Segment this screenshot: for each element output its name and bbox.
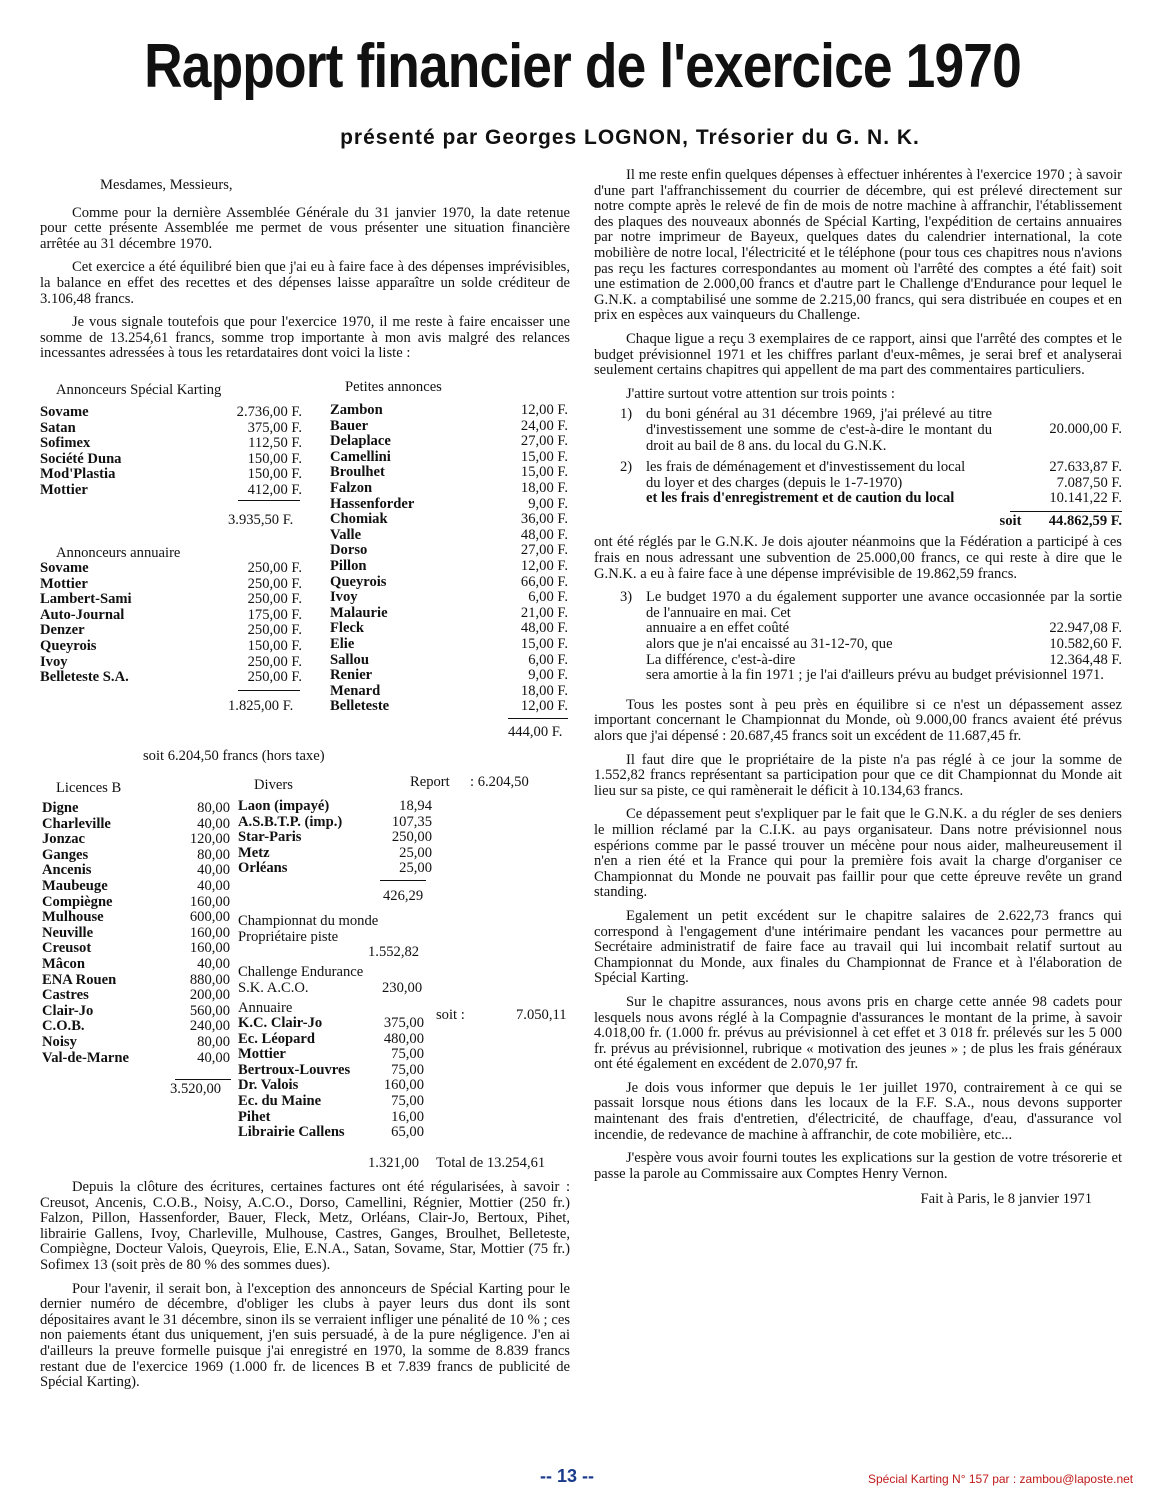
point-3 [594,590,1122,684]
row-name: Camellini [330,448,391,465]
row-value: 107,35 [391,813,432,830]
row-name: Sofimex [40,435,91,452]
row-value: 250,00 F. [247,591,302,608]
row-name: Ivoy [330,589,358,606]
row-value: 175,00 F. [247,606,302,623]
row-name: Sallou [330,651,369,668]
annonceurs-annuaire-table [40,561,302,686]
row-name: Ec. Léopard [238,1030,316,1047]
left-intro [40,178,570,370]
table-row [42,1004,230,1020]
paragraph: ont été réglés par le G.N.K. Je dois ajouter néanmoins que la Fédération a participé à ces frais en nous adressant une subvention de 25.000,00 francs, ce qui reste à dire que le G.N.K. a eu à faire face à une dépense imprévisible de 19.862,59 francs. [594,534,1122,582]
row-name: Mulhouse [42,909,104,926]
row-value: 75,00 [391,1092,424,1109]
table-row [330,465,568,481]
table-row [238,1047,424,1063]
row-value: 250,00 F. [247,653,302,670]
row-name: Clair-Jo [42,1002,94,1019]
point-text: les frais de déménagement et d'investissement du local [646,459,966,476]
row-name: Orléans [238,860,288,877]
table-row [238,1032,424,1048]
row-value: 80,00 [197,800,230,816]
row-name: Fleck [330,620,365,637]
table-row [330,528,568,544]
row-name: K.C. Clair-Jo [238,1015,323,1031]
table-row [42,926,230,942]
table-row [330,575,568,591]
row-value: 150,00 F. [247,466,302,483]
divider [238,500,300,501]
table-row [40,639,302,655]
row-name: Queyrois [40,637,97,654]
table-row [40,623,302,639]
point-number: 1) [620,406,633,423]
row-value: 15,00 F. [520,464,568,481]
row-value: 600,00 [189,909,230,926]
row-name: Maubeuge [42,877,108,894]
row-value: 2.736,00 F. [236,404,302,420]
point-text: Le budget 1970 a du également supporter une avance occasionnée par la sortie de l'annuaire en mai. Cet [646,589,1122,621]
row-name: Société Duna [40,450,122,467]
table-row [40,483,302,499]
row-name: Zambon [330,402,383,418]
proprietaire-label: Propriétaire piste [238,929,339,945]
row-name: Sovame [40,404,89,420]
sk-value: 230,00 [382,980,423,996]
row-name: Broulhet [330,464,385,481]
petites-annonces-heading: Petites annonces [345,379,442,395]
paragraph: Tous les postes sont à peu près en équilibre si ce n'est un dépassement assez important concernant le Championnat du Monde, où 9.000,00 francs avaient été prévus alors que j'ai dépensé : 20.687,45 francs soit un excédent de 11.687,45 fr. [594,696,1122,744]
table-row [238,846,432,862]
table-row [40,561,302,577]
table-row [238,1063,424,1079]
row-name: Noisy [42,1033,77,1050]
row-value: 27,00 F. [520,542,568,559]
annonceurs-annuaire-total: 1.825,00 F. [228,698,294,714]
table-row [42,1051,230,1067]
proprietaire-value: 1.552,82 [368,944,420,960]
page-title: Rapport financier de l'exercice 1970 [144,32,1021,101]
table-row [42,1019,230,1035]
divers-table [238,799,432,877]
table-row [42,817,230,833]
row-name: Librairie Callens [238,1124,345,1141]
row-value: 160,00 [189,893,230,910]
point-text: annuaire a en effet coûté [646,620,790,637]
row-name: Hassenforder [330,495,415,512]
point-text: La différence, c'est-à-dire [646,651,796,668]
row-value: 18,00 F. [520,479,568,496]
paragraph: Egalement un petit excédent sur le chapitre salaires de 2.622,73 francs qui correspond à l'engagement d'une intérimaire pendant les vacances pour permettre au Secrétaire administratif de faire face au travail qui lui incombait relatif surtout au Championnat du Monde, aux finales du Championnat de France et à l'élaboration de Spécial Karting. [594,907,1122,987]
annonceurs-sk-heading: Annonceurs Spécial Karting [56,382,222,398]
table-row [330,559,568,575]
row-value: 40,00 [197,877,230,894]
row-name: Ancenis [42,862,92,879]
row-value: 240,00 [189,1018,230,1035]
row-name: Belleteste [330,698,390,715]
table-row [40,452,302,468]
point-2 [594,460,1122,507]
row-value: 150,00 F. [247,637,302,654]
divers-subtotal: 426,29 [383,888,424,904]
row-name: Lambert-Sami [40,591,132,608]
row-value: 18,94 [399,798,432,814]
row-value: 160,00 [189,940,230,957]
table-row [42,1035,230,1051]
table-row [40,436,302,452]
row-value: 21,00 F. [520,604,568,621]
table-row [330,450,568,466]
paragraph: Chaque ligue a reçu 3 exemplaires de ce rapport, ainsi que l'arrêté des comptes et le budget prévisionnel 1971 et les chiffres parlant d'eux-mêmes, je serai bref et analyserai seulement certains chapitres qui appellent de ma part des commentaires particuliers. [594,330,1122,379]
row-value: 250,00 F. [247,560,302,576]
row-value: 150,00 F. [247,450,302,467]
table-row [40,405,302,421]
table-row [42,910,230,926]
row-value: 15,00 F. [520,635,568,652]
row-name: Mottier [40,481,88,498]
row-value: 9,00 F. [528,667,568,684]
row-value: 25,00 [399,860,432,877]
row-value: 160,00 [189,924,230,941]
table-row [330,606,568,622]
annuaire-label: Annuaire [238,1000,293,1016]
divider [238,690,300,691]
row-value: 25,00 [399,844,432,861]
table-row [330,668,568,684]
row-name: Denzer [40,622,85,639]
row-value: 80,00 [197,846,230,863]
table-row [42,848,230,864]
table-row [238,861,432,877]
row-value: 48,00 F. [520,526,568,543]
row-value: 6,00 F. [528,651,568,668]
row-value: 9,00 F. [528,495,568,512]
table-row [40,421,302,437]
soit-line: soit 6.204,50 francs (hors taxe) [143,748,325,764]
point-value: 7.087,50 F. [1056,474,1122,491]
row-name: Val-de-Marne [42,1049,130,1066]
point-text: et les frais d'enregistrement et de caution du local [646,490,955,507]
page-number: -- 13 -- [540,1466,594,1486]
paragraph: Pour l'avenir, il serait bon, à l'exception des annonceurs de Spécial Karting pour le dernier numéro de décembre, d'obliger les clubs à payer leurs dus dont ils sont dépositaires avant le 31 décembre, sinon ils se verraient infliger une pénalité de 10 % ; ces non paiements étant dus uniquement, j'en suis persuadé, à de la pure négligence. J'en ai d'ailleurs la preuve formelle puisque j'ai enregistré en 1970, la somme de 8.839 francs restant due de l'exercice 1969 (1.000 fr. de licences B et 7.839 francs de publicité de Spécial Karting). [40,1280,570,1391]
row-name: ENA Rouen [42,971,117,988]
table-row [238,1125,424,1141]
divider [380,880,426,881]
table-row [42,801,230,817]
row-name: Pillon [330,557,367,574]
paragraph: Je dois vous informer que depuis le 1er juillet 1970, contrairement à ce qui se passait lorsque nous étions dans les locaux de la F.F. S.A., nous devons supporter maintenant des frais d'entretien, d'électricité, de chauffage, d'eau, d'assurance vol incendie, de redevance de machine à affranchir, de cote mobilière, etc... [594,1079,1122,1143]
table-row [330,512,568,528]
point-text: du loyer et des charges (depuis le 1-7-1970) [646,474,903,491]
row-name: Ec. du Maine [238,1092,322,1109]
row-value: 112,50 F. [248,435,302,452]
row-value: 12,00 F. [520,402,568,418]
table-row [42,941,230,957]
row-name: Castres [42,987,89,1004]
paragraph: Cet exercice a été équilibré bien que j'ai eu à faire face à des dépenses imprévisibles, la balance en effet des recettes et des dépenses laisse apparaître un solde créditeur de 3.106,48 francs. [40,259,570,307]
table-row [330,699,568,715]
divider [508,718,568,719]
paragraph: Depuis la clôture des écritures, certaines factures ont été régularisées, à savoir : Creusot, Ancenis, C.O.B., Noisy, A.C.O., Dorso, Camellini, Régnier, Mottier (250 fr.) Falzon, Pillon, Hassenforder, Bauer, Fleck, Metz, Orléans, Clair-Jo, Bertoux, Pihet, librairie Gallens, Ivoy, Charleville, Mulhouse, Castres, Ganges, Broulhet, Belleteste, Compiègne, Docteur Valois, Queyrois, Elie, E.N.A., Satan, Sovame, Star, Mottier (75 fr.) Sofimex 13 (soit près de 80 % des sommes dues). [40,1179,570,1273]
row-value: 560,00 [189,1002,230,1019]
left-outro [40,1180,570,1399]
table-row [40,608,302,624]
row-name: Laon (impayé) [238,798,330,814]
row-name: Elie [330,635,355,652]
row-name: Ganges [42,846,89,863]
row-name: Bauer [330,417,369,434]
annonceurs-sk-total: 3.935,50 F. [228,512,294,528]
row-name: Falzon [330,479,373,496]
footer-note: Spécial Karting N° 157 par : zambou@laposte.net [868,1472,1134,1486]
row-name: Mottier [40,575,88,592]
annonceurs-annuaire-heading: Annonceurs annuaire [56,545,181,561]
row-value: 24,00 F. [520,417,568,434]
petites-annonces-total: 444,00 F. [508,724,563,740]
row-value: 12,00 F. [520,698,568,715]
table-row [40,577,302,593]
row-value: 412,00 F. [247,481,302,498]
table-row [238,815,432,831]
sk-label: S.K. A.C.O. [238,980,309,996]
signature: Fait à Paris, le 8 janvier 1971 [920,1191,1092,1208]
row-name: Creusot [42,940,92,957]
table-row [238,1078,424,1094]
row-name: A.S.B.T.P. (imp.) [238,813,343,830]
table-row [238,799,432,815]
row-name: C.O.B. [42,1018,85,1035]
row-value: 16,00 [391,1108,424,1125]
point-value: 20.000,00 F. [1049,421,1122,438]
table-row [330,590,568,606]
row-name: Mottier [238,1046,286,1063]
championnat-label: Championnat du monde [238,913,379,929]
row-name: Auto-Journal [40,606,125,623]
paragraph: J'attire surtout votre attention sur trois points : [626,385,895,402]
table-row [330,497,568,513]
table-row [42,973,230,989]
table-row [40,655,302,671]
table-row [330,481,568,497]
row-value: 375,00 F. [247,419,302,436]
row-value: 27,00 F. [520,433,568,450]
table-row [42,895,230,911]
point-value: 10.141,22 F. [1049,490,1122,507]
point-total: 44.862,59 F. [1048,512,1122,529]
row-name: Metz [238,844,270,861]
row-name: Satan [40,419,76,436]
row-value: 250,00 F. [247,669,302,686]
table-row [330,419,568,435]
table-row [330,403,568,419]
row-value: 18,00 F. [520,682,568,699]
row-name: Menard [330,682,381,699]
point-value: 22.947,08 F. [1049,620,1122,637]
paragraph: Il me reste enfin quelques dépenses à effectuer inhérentes à l'exercice 1970 ; à savoir d'une part l'affranchissement du courrier de décembre, qui est prélevé directement sur notre compte après le relevé de fin de mois de notre machine à affranchir, l'établissement des plaques des nouveaux abonnés de Spécial Karting, l'expédition de certains annuaires par notre imprimeur de Bayeux, quelques dates du calendrier international, la cote mobilière de notre local, l'électricité et le téléphone (pour tous ces chapitres nous n'avions pas reçu les factures correspondantes au moment où l'arrêté des comptes a été fait) soit une estimation de 2.000,00 francs et d'autre part le Challenge d'Endurance pour lequel le G.N.K. a comptabilisé une somme de 2.215,00 francs, qui sera distribuée en coupes et en prix en espèces aux vainqueurs du Challenge. [594,167,1122,324]
table-row [42,957,230,973]
row-value: 250,00 F. [247,575,302,592]
challenge-label: Challenge Endurance [238,964,364,980]
row-name: Valle [330,526,362,543]
row-value: 66,00 F. [520,573,568,590]
paragraph: Comme pour la dernière Assemblée Générale du 31 janvier 1970, la date retenue pour cette présente Assemblée me permet de vous présenter une situation financière arrêtée au 31 décembre 1970. [40,204,570,252]
row-value: 120,00 [189,831,230,848]
salutation: Mesdames, Messieurs, [100,177,233,193]
row-value: 160,00 [383,1077,424,1094]
row-value: 250,00 F. [247,622,302,639]
grand-total: Total de 13.254,61 [436,1155,546,1171]
row-value: 36,00 F. [520,511,568,528]
table-row [42,863,230,879]
row-name: Dorso [330,542,368,559]
row-name: Neuville [42,924,94,941]
row-name: Jonzac [42,831,85,848]
row-name: Pihet [238,1108,271,1125]
row-value: 65,00 [391,1124,424,1141]
row-value: 40,00 [197,815,230,832]
table-row [330,543,568,559]
row-name: Dr. Valois [238,1077,299,1094]
row-name: Belleteste S.A. [40,669,129,686]
row-name: Sovame [40,560,89,576]
table-row [238,1016,424,1032]
report-label: Report [410,774,450,790]
row-value: 480,00 [383,1030,424,1047]
row-name: Star-Paris [238,829,302,846]
row-value: 12,00 F. [520,557,568,574]
point-value: 10.582,60 F. [1049,636,1122,653]
row-name: Charleville [42,815,111,832]
soit-label: soit : [436,1007,465,1023]
paragraph: Sur le chapitre assurances, nous avons pris en charge cette année 98 cadets pour lesquels nous avons réglé à la Compagnie d'assurances le montant de la prime, à savoir 4.018,00 fr. (1.000 fr. prévus au prévisionnel à cet effet et 3 018 fr. prélevés sur les 5 000 fr. prévus au prévisionnel, rubrique « motivation des jeunes » ; de plus les frais généraux ont été également en excédent de 2.070,97 fr. [594,993,1122,1073]
point-value: 12.364,48 F. [1049,651,1122,668]
point-text: sera amortie à la fin 1971 ; je l'ai d'ailleurs prévu au budget prévisionnel 1971. [646,667,1104,684]
point-text: alors que je n'ai encaissé au 31-12-70, que [646,636,893,653]
table-row [42,832,230,848]
paragraph: Ce dépassement peut s'expliquer par le fait que le G.N.K. a du régler de ses deniers le million réclamé par la C.I.K. au pays organisateur. Dans notre prévisionnel nous espérions comme par le passé trouver un mécène pour nous aider, malheureusement il n'en a rien été et la France qui pour la première fois avait la charge d'organiser ce Championnat du Monde ne pouvait pas faillir pour que cette épreuve revête un grand standing. [594,806,1122,901]
licences-heading: Licences B [56,780,122,796]
row-name: Chomiak [330,511,388,528]
petites-annonces-table [330,403,568,715]
row-name: Delaplace [330,433,391,450]
table-row [330,434,568,450]
point-number: 2) [620,459,633,476]
row-name: Mâcon [42,955,85,972]
row-value: 40,00 [197,955,230,972]
row-name: Bertroux-Louvres [238,1061,351,1078]
row-name: Compiègne [42,893,113,910]
divider [175,1079,231,1080]
table-row [238,830,432,846]
row-value: 250,00 [391,829,432,846]
row-name: Queyrois [330,573,387,590]
paragraph: J'espère vous avoir fourni toutes les explications sur la gestion de votre trésorerie et passe la parole au Commissaire aux Comptes Henry Vernon. [594,1150,1122,1182]
divider [1010,511,1122,512]
row-value: 200,00 [189,987,230,1004]
table-row [330,637,568,653]
row-name: Renier [330,667,373,684]
point-text: du boni général au 31 décembre 1969, j'ai prélevé au titre d'investissement une somme de c'est-à-dire le montant du droit au bail de 8 ans. du local du G.N.K. [646,406,992,454]
right-column [594,168,1122,1208]
row-name: Malaurie [330,604,388,621]
table-row [330,621,568,637]
soit-value: 7.050,11 [516,1007,567,1023]
table-row [42,988,230,1004]
row-value: 40,00 [197,862,230,879]
point-1 [594,407,1122,454]
row-name: Digne [42,800,79,816]
row-value: 40,00 [197,1049,230,1066]
licences-total: 3.520,00 [170,1081,222,1097]
report-value: : 6.204,50 [470,774,529,790]
row-value: 75,00 [391,1061,424,1078]
row-value: 375,00 [383,1015,424,1031]
point-value: 27.633,87 F. [1049,459,1122,476]
table-row [40,592,302,608]
divers-heading: Divers [254,777,293,793]
point-number: 3) [620,589,633,606]
table-row [40,670,302,686]
row-value: 880,00 [189,971,230,988]
row-value: 15,00 F. [520,448,568,465]
table-row [330,653,568,669]
row-value: 75,00 [391,1046,424,1063]
row-name: Mod'Plastia [40,466,116,483]
annonceurs-sk-table [40,405,302,499]
table-row [42,879,230,895]
licences-table [42,801,230,1066]
divers-annuaire-total: 1.321,00 [368,1155,420,1171]
page-subtitle: présenté par Georges LOGNON, Trésorier du G. N. K. [340,126,920,149]
table-row [40,467,302,483]
soit-label: soit [999,512,1022,529]
row-value: 80,00 [197,1033,230,1050]
paragraph: Il faut dire que le propriétaire de la piste n'a pas réglé à ce jour la somme de 1.552,82 francs représentant sa participation pour que ce dit Championnat du Monde ait lieu sur sa piste, ce qui ramènerait le déficit à 10.134,63 francs. [594,751,1122,799]
row-value: 48,00 F. [520,620,568,637]
row-name: Ivoy [40,653,68,670]
table-row [330,684,568,700]
paragraph: Je vous signale toutefois que pour l'exercice 1970, il me reste à faire encaisser une somme de 13.254,61 francs, somme trop importante à mon avis malgré des relances incessantes adressées à tous les retardataires dont voici la liste : [40,314,570,362]
row-value: 6,00 F. [528,589,568,606]
divers-annuaire-table [238,1016,424,1141]
table-row [238,1094,424,1110]
table-row [238,1110,424,1126]
